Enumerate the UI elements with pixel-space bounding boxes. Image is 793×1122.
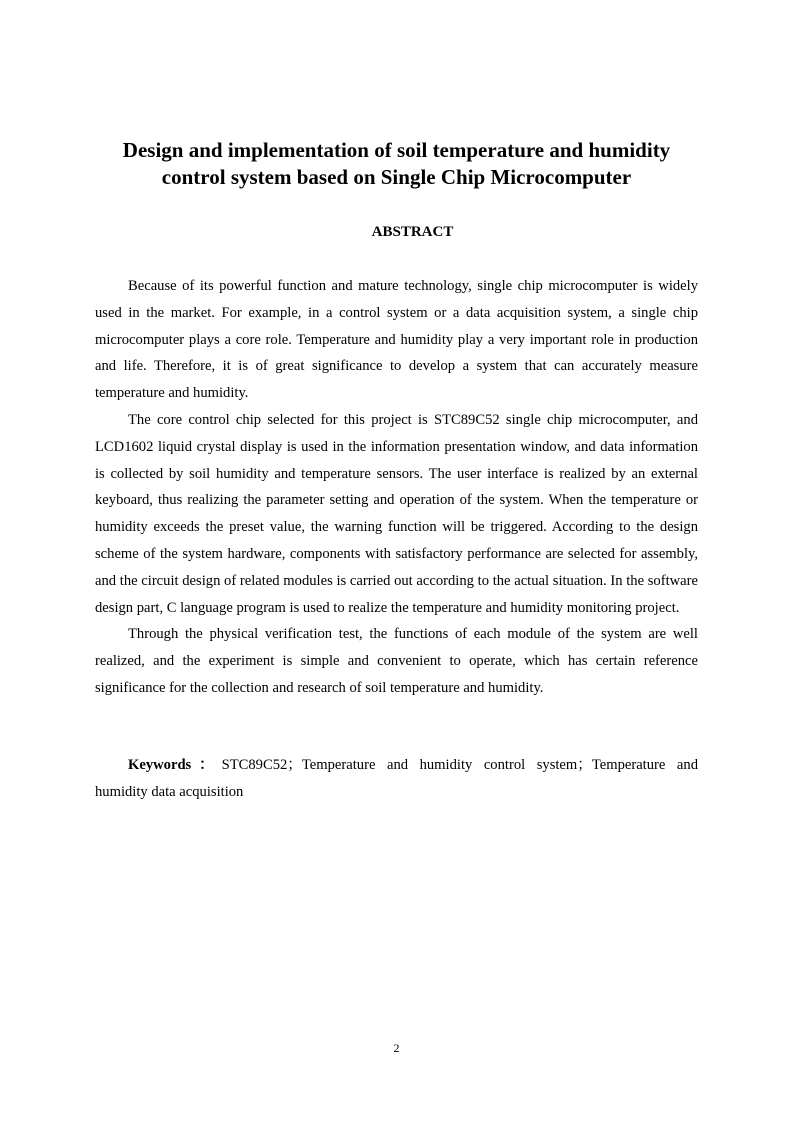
abstract-heading: ABSTRACT: [371, 224, 454, 240]
abstract-paragraph: The core control chip selected for this project is STC89C52 single chip microcomputer, and LCD1602 liquid crystal display is used in the information presentation window, and data information is collected by soil humidity and temperature sensors. The user interface is realized by an external keyboard, thus realizing the parameter setting and operation of the system. When the temperature or humidity exceeds the preset value, the warning function will be triggered. According to the design scheme of the system hardware, components with satisfactory performance are selected for assembly, and the circuit design of related modules is carried out according to the actual situation. In the software design part, C language program is used to realize the temperature and humidity monitoring project.: [95, 411, 698, 616]
abstract-paragraph: Through the physical verification test, the functions of each module of the system are well realized, and the experiment is simple and convenient to operate, which has certain reference significance for the collection and research of soil temperature and humidity.: [95, 626, 698, 696]
keywords-label: Keywords：: [128, 757, 222, 773]
thesis-title-line-2: control system based on Single Chip Microcomputer: [161, 165, 632, 189]
abstract-paragraph: Because of its powerful function and mature technology, single chip microcomputer is widely used in the market. For example, in a control system or a data acquisition system, a single chip microcomputer plays a core role. Temperature and humidity play a very important role in production and life. Therefore, it is of great significance to develop a system that can accurately measure temperature and humidity.: [95, 278, 698, 402]
keywords-line: [95, 752, 698, 806]
thesis-title: [95, 137, 698, 191]
keywords-text: STC89C52；Temperature and humidity control system；Temperature and humidity data acquisition: [95, 757, 698, 800]
page-number: 2: [393, 1041, 400, 1055]
thesis-title-line-1: Design and implementation of soil temperature and humidity: [122, 138, 671, 162]
abstract-body: [95, 273, 698, 702]
